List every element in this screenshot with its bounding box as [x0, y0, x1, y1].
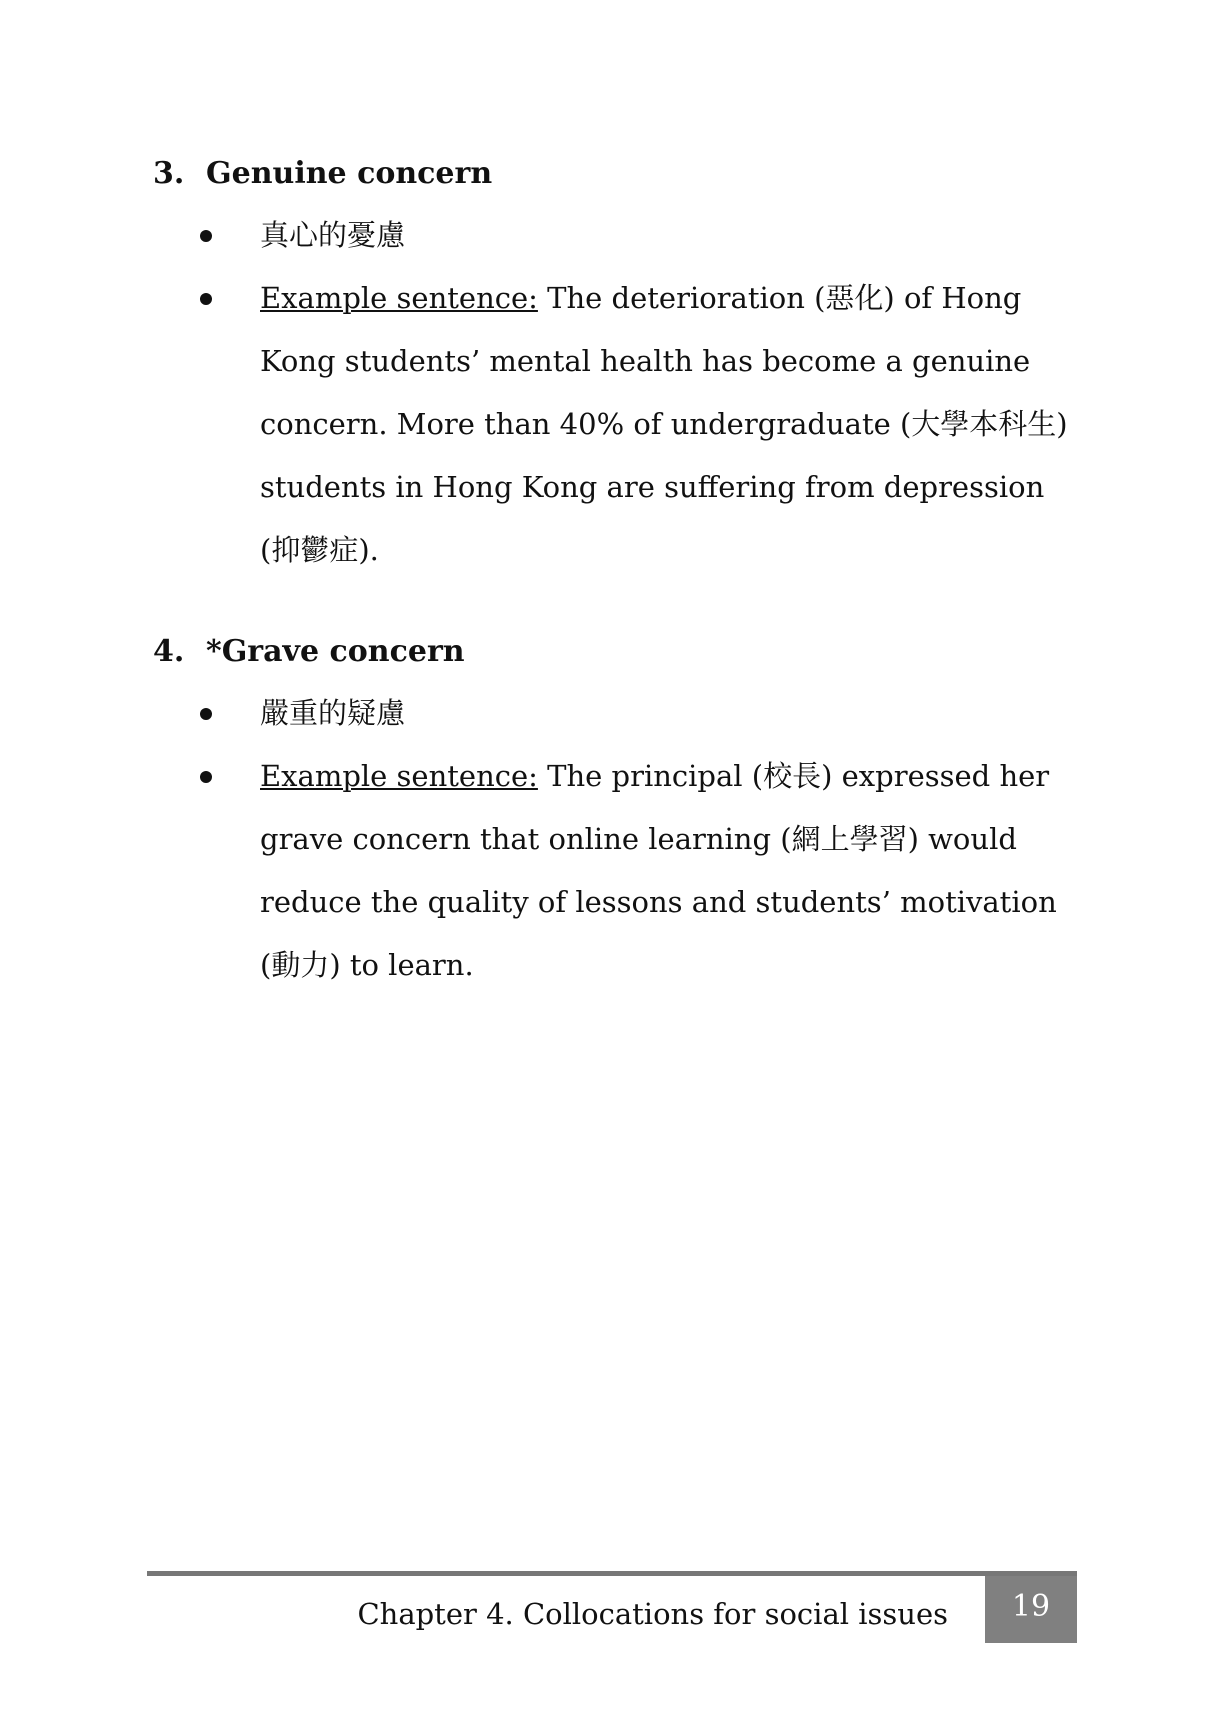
entry-title: *Grave concern	[206, 634, 465, 669]
translation: 真心的憂慮	[260, 218, 406, 252]
example-label: Example sentence:	[260, 759, 538, 793]
example-label: Example sentence:	[260, 281, 538, 315]
translation: 嚴重的疑慮	[260, 696, 406, 730]
entry-heading	[153, 150, 492, 198]
entry-title: Genuine concern	[206, 156, 493, 191]
chapter-title: Chapter 4. Collocations for social issues	[357, 1597, 948, 1631]
example-text: The deterioration (惡化) of Hong Kong students’ mental health has become a genuine concern. More than 40% of undergraduate (大學本科生) students in Hong Kong are suffering from depression (抑鬱症).	[260, 281, 1068, 567]
bullet-icon	[200, 293, 212, 305]
example-sentence	[260, 745, 1080, 997]
bullet-icon	[200, 771, 212, 783]
example-text: The principal (校長) expressed her grave concern that online learning (網上學習) would reduce the quality of lessons and students’ motivation (動力) to learn.	[260, 759, 1057, 982]
bullet-icon	[200, 230, 212, 242]
entry-heading	[153, 628, 465, 676]
example-sentence	[260, 267, 1080, 582]
entry-number: 4.	[153, 634, 185, 669]
entry-number: 3.	[153, 156, 185, 191]
bullet-icon	[200, 708, 212, 720]
page-number: 19	[985, 1576, 1077, 1643]
footer-divider	[147, 1571, 1077, 1576]
